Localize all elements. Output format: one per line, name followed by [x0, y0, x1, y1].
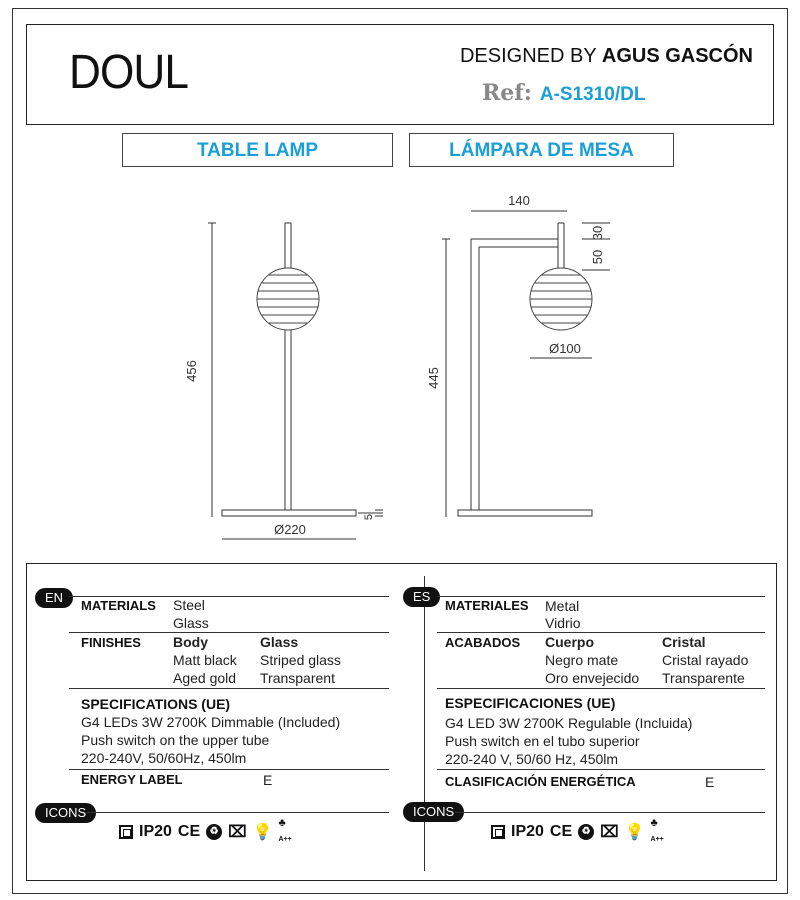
divider-line: [69, 596, 389, 597]
energy-class-text: A++: [278, 836, 292, 843]
ref-value: A-S1310/DL: [539, 84, 646, 105]
dim-arm-length: 140: [508, 193, 530, 208]
dim-base-diameter: Ø220: [274, 522, 306, 537]
label-table-lamp: TABLE LAMP: [122, 133, 393, 167]
glass-1: Cristal rayado: [662, 652, 749, 668]
ce-mark-icon: CE: [549, 823, 573, 840]
dim-shade-diameter: Ø100: [549, 341, 581, 356]
energy-label: CLASIFICACIÓN ENERGÉTICA: [445, 774, 636, 789]
reference: [482, 80, 645, 106]
designer-credit: [460, 45, 753, 68]
glass-1: Striped glass: [260, 652, 341, 668]
lang-badge-en: EN: [35, 588, 73, 608]
acabados-label: ACABADOS: [445, 635, 521, 650]
dim-top-30: 30: [590, 225, 605, 241]
energy-class-text: A++: [650, 836, 664, 843]
cuerpo-label: Cuerpo: [545, 634, 594, 650]
spec-3: 220-240 V, 50/60 Hz, 450lm: [445, 751, 619, 767]
dim-side-height: 445: [426, 367, 441, 389]
spec-2: Push switch on the upper tube: [81, 732, 270, 748]
spanish-column: [393, 564, 763, 880]
side-view: [442, 211, 610, 517]
body-2: Oro envejecido: [545, 670, 640, 686]
divider-line: [455, 812, 765, 813]
recycle-icon: ♻: [206, 824, 222, 840]
ref-label: Ref:: [482, 80, 532, 106]
spec-3: 220-240V, 50/60Hz, 450lm: [81, 750, 247, 766]
certification-icons: [491, 818, 664, 846]
material-2: Vidrio: [545, 615, 581, 631]
cristal-label: Cristal: [662, 634, 706, 650]
label-lampara-mesa: LÁMPARA DE MESA: [409, 133, 674, 167]
ip-rating: IP20: [139, 823, 172, 840]
header-box: [26, 24, 774, 125]
technical-drawing: [0, 175, 800, 555]
energy-class-icon: ♣ A++: [650, 817, 664, 843]
weee-bin-icon: ⌧: [228, 824, 247, 841]
body-2: Aged gold: [173, 670, 237, 686]
material-1: Metal: [545, 598, 580, 614]
finishes-label: FINISHES: [81, 635, 141, 650]
divider-line: [437, 632, 765, 633]
class-ii-icon: [119, 825, 133, 839]
certification-icons: [119, 818, 292, 846]
product-title: DOUL: [69, 46, 189, 99]
ce-mark-icon: CE: [177, 823, 201, 840]
side-shade: [530, 268, 592, 330]
materials-label: MATERIALS: [81, 598, 156, 613]
specifications-panel: [26, 563, 777, 881]
designer-name: AGUS GASCÓN: [601, 45, 753, 67]
divider-line: [437, 769, 765, 770]
designed-prefix: DESIGNED BY: [459, 45, 602, 67]
materiales-label: MATERIALES: [445, 598, 529, 613]
spec-1: G4 LEDs 3W 2700K Dimmable (Included): [81, 714, 341, 730]
english-column: [27, 564, 397, 880]
glass-2: Transparent: [260, 670, 335, 686]
divider-line: [69, 632, 389, 633]
recycle-icon: ♻: [578, 824, 594, 840]
divider-line: [69, 769, 389, 770]
dim-front-height: 456: [184, 360, 199, 382]
energy-value: E: [705, 774, 715, 790]
lang-badge-es: ES: [403, 587, 440, 607]
front-shade: [257, 268, 319, 330]
icons-badge: ICONS: [403, 802, 464, 822]
class-ii-icon: [491, 825, 505, 839]
energy-value: E: [263, 772, 273, 788]
spec-label: SPECIFICATIONS (UE): [81, 696, 231, 712]
energy-label: ENERGY LABEL: [81, 772, 183, 787]
body-1: Negro mate: [545, 652, 619, 668]
front-view: [208, 223, 383, 539]
body-label: Body: [173, 634, 208, 650]
material-2: Glass: [173, 615, 209, 631]
body-1: Matt black: [173, 652, 237, 668]
weee-bin-icon: ⌧: [600, 824, 619, 841]
glass-label: Glass: [260, 634, 299, 650]
bulb-icon: 💡: [624, 824, 645, 841]
energy-class-icon: ♣ A++: [278, 817, 292, 843]
ip-rating: IP20: [511, 823, 544, 840]
divider-line: [437, 688, 765, 689]
glass-2: Transparente: [662, 670, 745, 686]
divider-line: [69, 688, 389, 689]
divider-line: [87, 812, 389, 813]
divider-line: [437, 596, 765, 597]
dim-base-thickness: 5: [363, 513, 375, 521]
spec-2: Push switch en el tubo superior: [445, 733, 640, 749]
bulb-icon: 💡: [252, 824, 273, 841]
spec-label: ESPECIFICACIONES (UE): [445, 695, 616, 711]
spec-1: G4 LED 3W 2700K Regulable (Incluida): [445, 715, 693, 731]
icons-badge: ICONS: [35, 803, 96, 823]
material-1: Steel: [173, 597, 205, 613]
dim-top-50: 50: [590, 249, 605, 265]
